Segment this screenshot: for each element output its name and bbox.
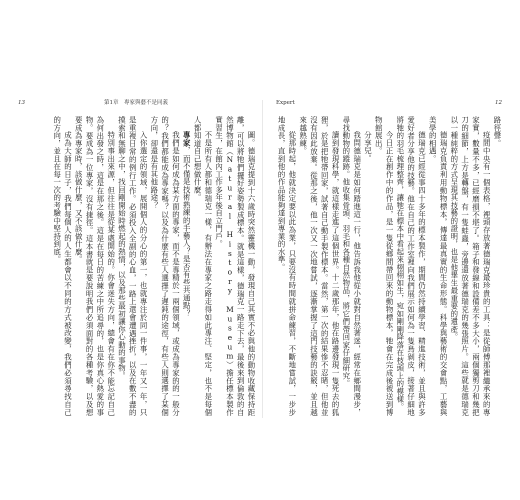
paragraph: 我問德瑞克是如何踏進這一行，他告訴我他從小就對自然著迷，經常在鄉間漫步，尋找動物的蹤跡。他收集骨頭、羽毛和各種自然物品，將它們帶回家仔細研究。 [341, 116, 362, 416]
running-head-right: Expert [276, 100, 295, 106]
left-page [16, 100, 256, 418]
paragraph: 今日正在創作中的作品，是一隻從鄉間帶回來的動物標本，牠會在完成後被送到博物館展出。 [374, 116, 395, 416]
right-page [270, 100, 504, 418]
bold-lead-term: 專家 [182, 130, 192, 147]
paragraph: 特別事出來源，但往往是從某處開始的。你會迷失方向，總會有在你不能忘記自己為何出發之時，這是在那之後。這是在每日的苦練之中所追尋的，也是你真心熱愛的事物。要成為一位專家，沒有捷徑。這本書就是要說明我們必須面對的各種考驗，以及想要成為專家時，該做什麼，又不該做什麼。 [74, 116, 116, 416]
running-head-left: 第1章 專家與藝不是同義 [104, 100, 169, 106]
paragraph: 成為大師的日子，我們每個人的人生都會以不同的方式被改變，我們必須尋找自己的方向，並且在每一次的考驗中堅持到底。 [52, 116, 73, 416]
paragraph: 不是所有人都和德瑞克一樣，有辦法在專家之路走得如此專注、堅定，也不是每個人都知道自己想做什麼。 [193, 116, 213, 416]
paragraph: 入你選定的領域，展開個人的分心的第一，也就專注於同一件事，一年又一年，只是重複日常的例行工作。必須投入全副的心血，一路上還會遭遇挫折，以及在數不盡的摸索和無聊之中，找回剛開始時燃起的熱情，以及那些最初讓你心動的事物。 [117, 116, 149, 416]
paragraph: 從那時起，他就決定要以此為業，只要沒有時間就拼命練習，不斷地嘗試，一步步地成長，直到他的作品能夠達到專業的水準。 [277, 116, 297, 416]
paragraph: 專家，而不僅是技術熟練的手藝人？是否有些共通點？ [182, 130, 192, 317]
page-number-right: 12 [495, 100, 502, 106]
left-page-body [18, 116, 256, 416]
paragraph: 德瑞克負責利用動物標本，傳達最真實的生命形態。科學與藝術的交會點，工藝與美學的相遇。 [428, 116, 449, 416]
paragraph: 讀到發現科學，就這樣走進了這個世界。十二歲那年，他在路邊發現一隻死去的狐狸，於是把牠帶回家，試著自己動手製作標本。當然，第一次的結果慘不忍睹，但他並沒有因此放棄。從那之後，他一次又一次地嘗試，逐漸掌握了這門技藝的訣竅，並且越來越熟練。 [298, 116, 341, 416]
paragraph: 疫間中央有一個表格，裡頭存放著德瑞克最珍貴的工具：是從師傅那裡繼承來的專家實，數量不多，已經磨損不堪了。箱子和發線和設備差不多大小，兩個獨剪刀和幾把刀的細節，上方是轉盤，有一隻蛙蟲，旁邊還放著德瑞克的幾張照片。這些就是德瑞克以一種純粹的方式呈現其技藝的證明，也是他畢生最重要的遺產。 [449, 116, 492, 416]
paragraph: 德瑞克已經從事四十多年的標本製作，期間仍然持續學習、精進技術，並且與許多愛好者分享他的技藝。他在自己的工作室裡向我們展示如何為一隻鳥剝皮，接著仔細地將牠的羽毛梳理整齊，讓牠在標本中看起來栩栩如生，宛如剛剛降落在枝頭上的模樣。 [395, 116, 427, 416]
paragraph: 路徑聲。 [493, 116, 502, 147]
book-spread [16, 100, 504, 418]
right-page-body [270, 116, 502, 416]
paragraph: 圖。德瑞克提到十六歲時突然靈機一動，發現自己其實不必與他的動物收藏保持距離，可以將牠們擺好姿勢製成標本。就是這樣，德瑞克一路走下去，最後來到倫敦的自然博物館（Natural History Museum）擔任標本製作實習生，在館內工作多年後自立門戶。 [214, 116, 256, 416]
paragraph: 我們是如何成為某方面的專家，而不是專精於一兩個領域，或成為專家的的一般分的？我們都能成為專家嗎？以及為什麼有些人選擇了遲鈍的途徑，有些人則選擇了某個方向，卻還是有其他路途？ [149, 116, 181, 416]
page-number-left: 13 [18, 100, 25, 106]
gutter [262, 100, 263, 418]
paragraph: 分享兒。 [363, 130, 373, 162]
